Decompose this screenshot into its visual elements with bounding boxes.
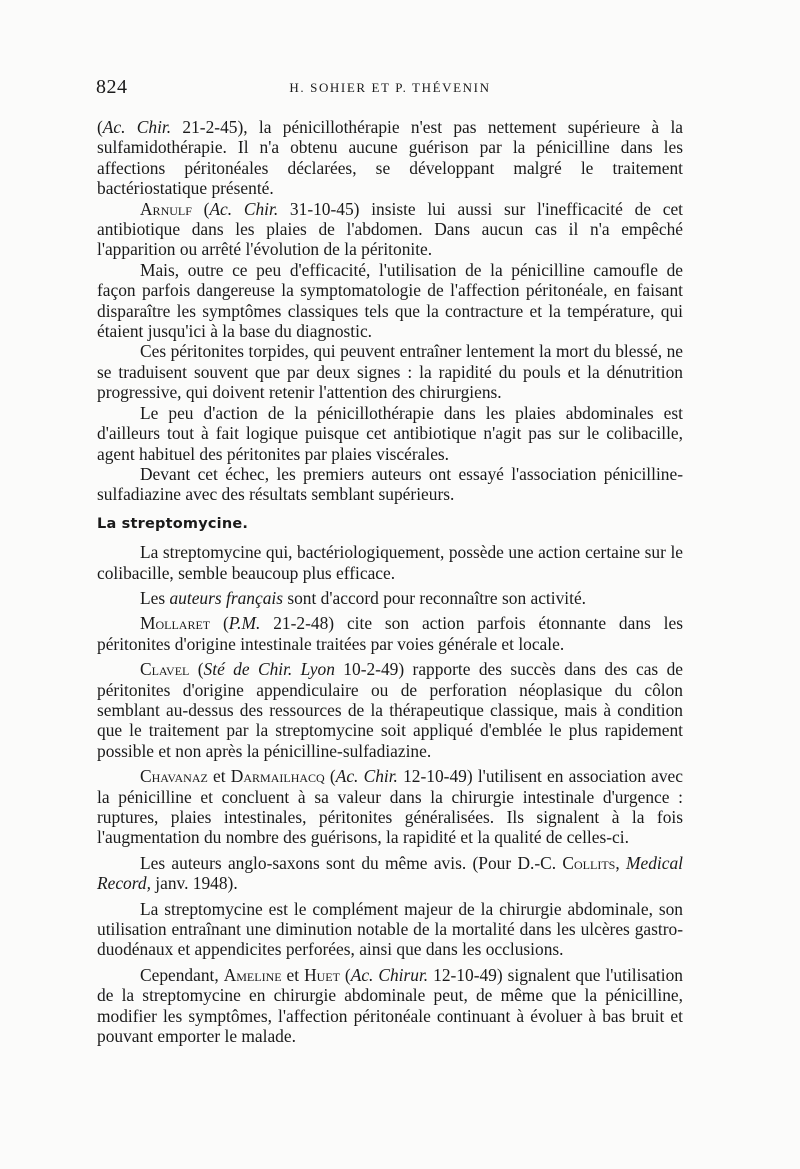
text-run: 10-2-49) rapporte des succès dans des cas de péritonites d'origine appendiculaire ou de perforation néoplasique du côlon semblant au-dessus des ressources de la thérapeutique classique, mais à condition que le traitement par la streptomycine soit appliqué d'emblée le plus rapidement possible et non après la pénicilline-sulfadiazine. [97,659,683,761]
author-name: Arnulf [140,198,192,219]
text-run: ( [210,613,229,634]
text-run: ( [324,766,336,787]
italic-citation: Sté de Chir. Lyon [203,659,335,680]
paragraph [97,766,683,848]
text-run: 12-10-49) l'utilisent en association avec la pénicilline et concluent à sa valeur dans la chirurgie intestinale d'urgence : ruptures, plaies intestinales, péritonites généralisées. Ils signalent à la fois l'augmentation du nombre des guérisons, la rapidité et la qualité de celles-ci. [97,766,683,848]
paragraph [97,965,683,1047]
author-name: Clavel [140,659,190,680]
paragraph [97,899,683,960]
paragraph [97,464,683,505]
paragraph [97,199,683,260]
text-run: 21-2-45), la pénicillothérapie n'est pas nettement supérieure à la sulfamidothérapie. Il n'a obtenu aucune guérison par la pénicilline dans les affections péritonéales déclarées, se développant malgré le traitement bactériostatique présenté. [97,117,683,199]
paragraph [97,588,683,608]
author-name: Huet [304,964,340,985]
paragraph [97,403,683,464]
author-name: Chavanaz [140,766,208,787]
paragraph [97,260,683,342]
paragraph [97,853,683,894]
italic-citation: Ac. Chirur. [350,964,429,985]
text-run: Le peu d'action de la pénicillothérapie dans les plaies abdominales est d'ailleurs tout à fait logique puisque cet antibiotique n'agit pas sur le colibacille, agent habituel des péritonites par plaies viscérales. [97,402,683,464]
text-run: 31-10-45) insiste lui aussi sur l'inefficacité de cet antibiotique dans les plaies de l'abdomen. Dans aucun cas il n'a empêché l'apparition ou arrêté l'évolution de la péritonite. [97,198,683,260]
paragraph [97,341,683,402]
text-run: Les auteurs anglo-saxons sont du même avis. (Pour D.-C. [140,852,563,873]
italic-citation: Ac. Chir. [335,766,398,787]
italic-citation: auteurs français [169,587,283,608]
text-run: sont d'accord pour reconnaître son activité. [283,587,587,608]
italic-citation: Ac. Chir. [209,198,279,219]
author-name: Collits [562,852,616,873]
text-run: et [207,766,231,787]
paragraph [97,117,683,199]
section-heading: La streptomycine. [97,515,249,532]
paragraph [97,659,683,761]
text-run: Ces péritonites torpides, qui peuvent entraîner lentement la mort du blessé, ne se traduisent souvent que par deux signes : la rapidité du pouls et la dénutrition progressive, qui doivent retenir l'attention des chirurgiens. [97,341,683,403]
text-run: ( [189,659,204,680]
italic-citation: P.M. [228,613,261,634]
page-number: 824 [96,76,128,98]
text-run: janv. 1948). [150,873,238,894]
text-run: et [281,964,305,985]
text-run: Les [140,587,170,608]
author-name: Ameline [223,964,282,985]
text-run: Devant cet échec, les premiers auteurs ont essayé l'association pénicilline-sulfadiazine avec des résultats semblant supérieurs. [97,463,683,505]
text-run: ( [339,964,351,985]
italic-citation: Medical Record, [97,852,684,894]
author-name: Darmailhacq [230,766,325,787]
text-run: Mais, outre ce peu d'efficacité, l'utilisation de la pénicilline camoufle de façon parfois dangereuse la symptomatologie de l'affection péritonéale, en faisant disparaître les symptômes classiques tels que la contracture et la température, qui étaient jusqu'ici à la base du diagnostic. [97,259,683,342]
paragraph [97,613,683,654]
text-run: La streptomycine est le complément majeur de la chirurgie abdominale, son utilisation entraînant une diminution notable de la mortalité dans les ulcères gastro-duodénaux et appendicites perforées, ainsi que dans les occlusions. [97,898,683,960]
body-text [97,117,683,1046]
text-run: 12-10-49) signalent que l'utilisation de la streptomycine en chirurgie abdominale peut, de même que la pénicilline, modifier les symptômes, l'affection péritonéale continuant à évoluer à bas bruit et pouvant emporter le malade. [97,964,683,1047]
author-name: Mollaret [140,613,211,634]
running-head: H. SOHIER ET P. THÉVENIN [289,80,491,95]
paragraph [97,542,683,583]
text-run: ( [191,198,210,219]
text-run: La streptomycine qui, bactériologiquement, possède une action certaine sur le colibacille, semble beaucoup plus efficace. [97,542,683,583]
page-header [96,76,684,102]
italic-citation: Ac. Chir. [102,117,172,137]
text-run: ( [97,117,103,137]
text-run: 21-2-48) cite son action parfois étonnante dans les péritonites d'origine intestinale traitées par voies générale et locale. [97,613,683,654]
text-run: Cependant, [140,964,224,985]
text-run: , [615,852,627,873]
